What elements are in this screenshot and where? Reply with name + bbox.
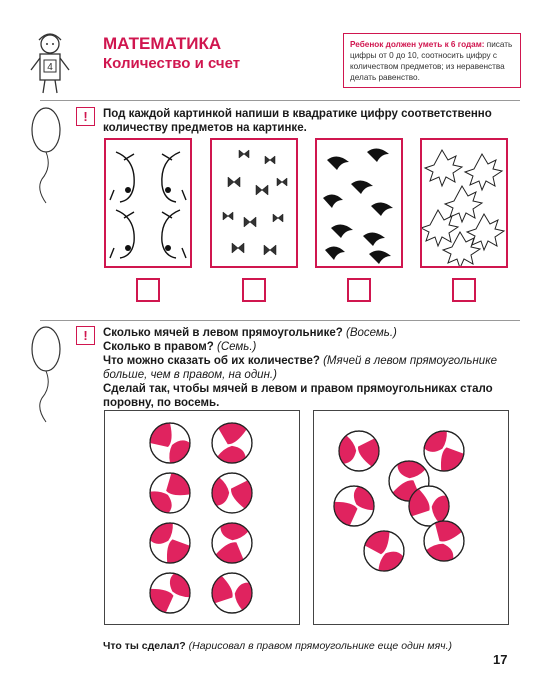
skills-info-box [343, 33, 521, 88]
page-number: 17 [493, 652, 508, 667]
ball-icon [150, 423, 190, 463]
ball-icon [331, 423, 387, 479]
left-balls-rectangle [104, 410, 300, 625]
fish-icon [106, 140, 190, 266]
info-heading: Ребенок должен уметь к 6 годам: [350, 40, 485, 49]
balloon-icon [28, 105, 68, 205]
swallows-picture [315, 138, 403, 268]
footer-question [103, 640, 452, 652]
swallow-icon [317, 140, 401, 266]
ball-icon [149, 472, 192, 515]
question-left-count: Сколько мячей в левом прямоугольнике? [103, 327, 343, 339]
ball-icon [204, 415, 261, 472]
ball-icon [147, 520, 192, 565]
ball-icon [421, 428, 466, 473]
task2-questions [103, 326, 518, 410]
ball-icon [359, 526, 408, 575]
task1-divider [40, 100, 520, 101]
task1-marker: ! [76, 107, 95, 126]
child-figure-icon [25, 30, 75, 95]
maple-leaf-icon [422, 140, 506, 266]
task2-marker: ! [76, 326, 95, 345]
footer-answer-text: (Нарисовал в правом прямоугольнике еще один мяч.) [188, 640, 453, 652]
answer-left-count: (Восемь.) [346, 327, 397, 339]
svg-text:4: 4 [47, 62, 53, 73]
answer-box-leaves[interactable] [452, 278, 476, 302]
question-right-count: Сколько в правом? [103, 341, 214, 353]
task2-divider [40, 320, 520, 321]
ball-icon [204, 465, 260, 521]
leaves-picture [420, 138, 508, 268]
ball-icon [205, 566, 260, 621]
question-compare: Что можно сказать об их количестве? [103, 355, 320, 367]
footer-question-text: Что ты сделал? [103, 640, 186, 652]
ball-icon [146, 569, 193, 616]
answer-compare: (Мячей в левом прямоугольнике больше, чем в правом, на один.) [103, 355, 498, 381]
answer-box-butterflies[interactable] [242, 278, 266, 302]
answer-box-fish[interactable] [136, 278, 160, 302]
answer-right-count: (Семь.) [217, 341, 257, 353]
answer-box-swallows[interactable] [347, 278, 371, 302]
right-balls-rectangle [313, 410, 509, 625]
page-subtitle: Количество и счет [103, 55, 241, 72]
butterfly-icon [212, 140, 296, 266]
info-text: писать цифры от 0 до 10, соотносить цифру с количеством предметов; из неравенства делать равенство. [350, 40, 513, 82]
page-title: МАТЕМАТИКА [103, 34, 222, 53]
butterflies-picture [210, 138, 298, 268]
balloon-icon [28, 324, 68, 424]
ball-icon [330, 482, 377, 529]
fish-picture [104, 138, 192, 268]
ball-icon [204, 515, 260, 571]
task1-instruction: Под каждой картинкой напиши в квадратике цифру соответственно количеству предметов на картинке. [103, 108, 492, 134]
instruction-equalize: Сделай так, чтобы мячей в левом и правом прямоугольниках стало поровну, по восемь. [103, 383, 493, 409]
